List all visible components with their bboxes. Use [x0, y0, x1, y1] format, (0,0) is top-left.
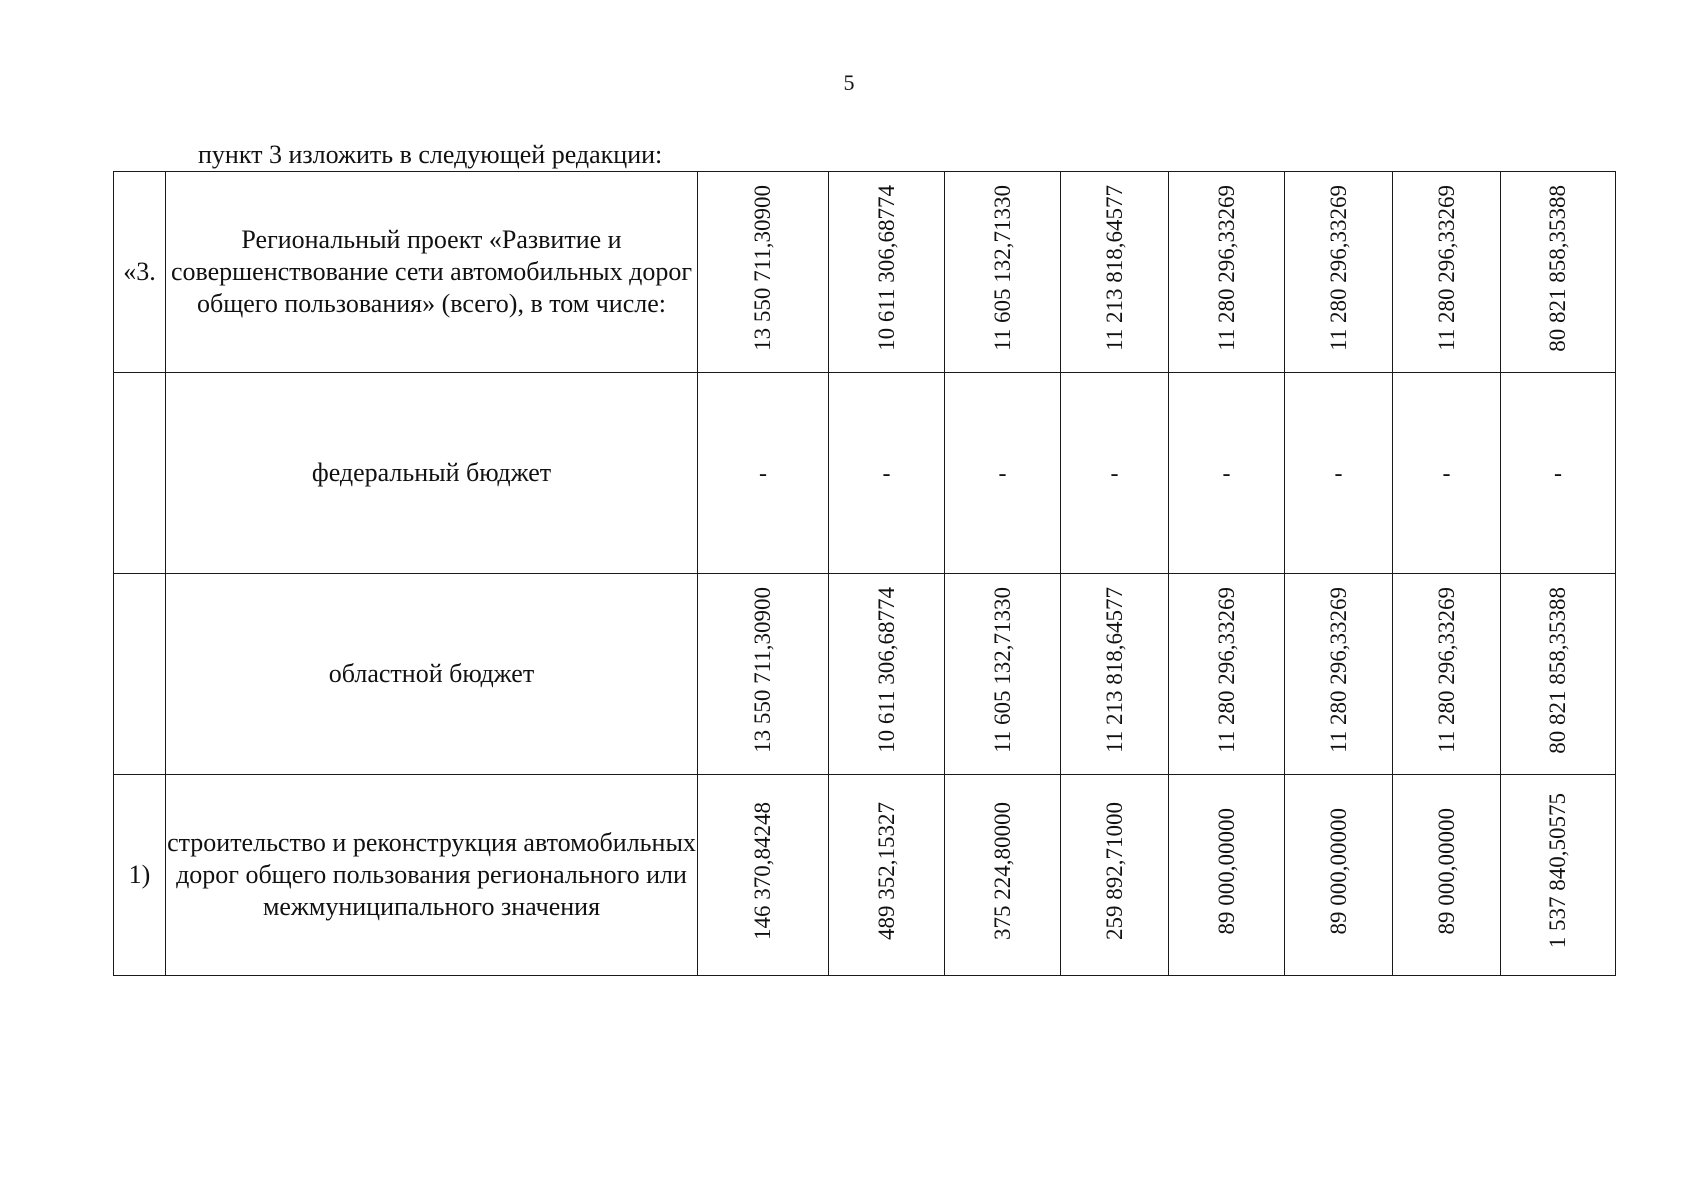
value-cell [698, 775, 829, 976]
value-cell [1501, 172, 1616, 373]
value-cell [1393, 574, 1501, 775]
row-label: областной бюджет [166, 574, 698, 775]
value-text: 489 352,15327 [873, 802, 899, 940]
value-text: 80 821 858,35388 [1545, 586, 1570, 754]
row-label: федеральный бюджет [166, 373, 698, 574]
value-cell [829, 775, 945, 976]
value-cell [1169, 775, 1285, 976]
value-text: - [882, 460, 891, 487]
value-text: - [759, 460, 767, 487]
value-cell [1169, 373, 1285, 574]
value-text: 11 213 818,64577 [1101, 587, 1127, 753]
value-text: - [1334, 460, 1343, 487]
value-text: - [1554, 460, 1562, 487]
value-text: 80 821 858,35388 [1545, 184, 1570, 352]
value-text: 11 605 132,71330 [989, 185, 1015, 351]
value-cell [1285, 574, 1393, 775]
value-text: - [998, 460, 1007, 487]
table-row [114, 775, 1616, 976]
value-text: 89 000,00000 [1213, 807, 1239, 935]
budget-table [113, 171, 1616, 976]
value-text: 10 611 306,68774 [873, 185, 899, 351]
value-cell [945, 373, 1061, 574]
value-text: 11 605 132,71330 [989, 587, 1015, 753]
value-text: 146 370,84248 [750, 802, 775, 940]
value-cell [1501, 775, 1616, 976]
value-cell [829, 574, 945, 775]
value-cell [1285, 775, 1393, 976]
value-cell [1501, 574, 1616, 775]
row-number [114, 373, 166, 574]
value-text: 11 280 296,33269 [1213, 185, 1239, 351]
page-number: 5 [843, 70, 855, 95]
value-cell [945, 775, 1061, 976]
row-label: строительство и реконструкция автомобильных дорог общего пользования регионального или межмуниципального значения [166, 775, 698, 976]
value-cell [1285, 373, 1393, 574]
value-text: 259 892,71000 [1101, 802, 1127, 940]
value-cell [1169, 172, 1285, 373]
value-cell [1501, 373, 1616, 574]
row-number: 1) [114, 775, 166, 976]
value-text: 10 611 306,68774 [873, 587, 899, 753]
row-label: Региональный проект «Развитие и совершенствование сети автомобильных дорог общего пользования» (всего), в том числе: [166, 172, 698, 373]
value-text: 11 280 296,33269 [1325, 185, 1351, 351]
value-cell [698, 172, 829, 373]
value-cell [1061, 172, 1169, 373]
value-text: 13 550 711,30900 [750, 185, 775, 351]
value-cell [1169, 574, 1285, 775]
value-text: 89 000,00000 [1325, 807, 1351, 935]
value-cell [1061, 775, 1169, 976]
value-cell [1061, 574, 1169, 775]
value-text: 89 000,00000 [1433, 807, 1459, 935]
value-cell [698, 574, 829, 775]
value-cell [829, 172, 945, 373]
value-text: 375 224,80000 [989, 802, 1015, 940]
value-text: 11 280 296,33269 [1433, 587, 1459, 753]
value-text: 11 280 296,33269 [1325, 587, 1351, 753]
value-text: 11 280 296,33269 [1213, 587, 1239, 753]
value-text: - [1442, 460, 1451, 487]
value-text: 11 280 296,33269 [1433, 185, 1459, 351]
value-cell [1061, 373, 1169, 574]
value-text: 1 537 840,50575 [1545, 793, 1570, 949]
value-cell [1393, 373, 1501, 574]
row-number: «3. [114, 172, 166, 373]
value-cell [829, 373, 945, 574]
value-cell [945, 172, 1061, 373]
table-row [114, 373, 1616, 574]
value-cell [698, 373, 829, 574]
value-cell [1285, 172, 1393, 373]
value-text: - [1110, 460, 1119, 487]
row-number [114, 574, 166, 775]
value-text: - [1222, 460, 1231, 487]
value-cell [1393, 172, 1501, 373]
value-text: 11 213 818,64577 [1101, 185, 1127, 351]
table-row [114, 574, 1616, 775]
value-cell [945, 574, 1061, 775]
value-cell [1393, 775, 1501, 976]
table-row [114, 172, 1616, 373]
value-text: 13 550 711,30900 [750, 587, 775, 753]
intro-text: пункт 3 изложить в следующей редакции: [198, 140, 663, 169]
